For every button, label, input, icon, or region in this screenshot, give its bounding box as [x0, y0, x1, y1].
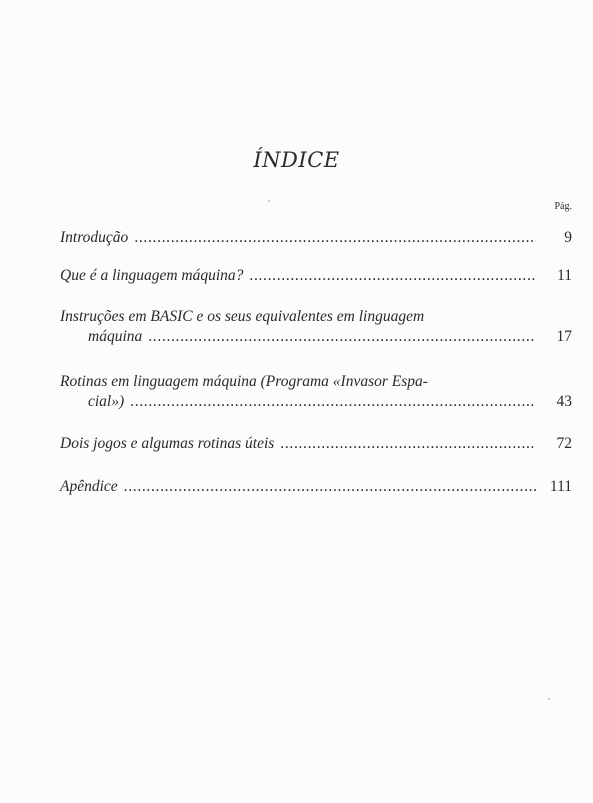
toc-entry-page: 9 [564, 229, 572, 246]
scan-speck [268, 200, 270, 202]
dot-leader [280, 434, 536, 454]
toc-entry-linguagem-maquina[interactable] [60, 266, 572, 286]
toc-entry-apendice[interactable] [60, 477, 572, 497]
toc-entry-page: 72 [556, 435, 572, 452]
toc-entry-title: Que é a linguagem máquina? [60, 267, 244, 284]
toc-entry-title: Dois jogos e algumas rotinas úteis [60, 435, 275, 452]
toc-entry-title: Introdução [60, 229, 129, 246]
toc-entry-page: 11 [557, 267, 572, 284]
dot-leader [134, 228, 536, 248]
dot-leader [130, 392, 536, 412]
page-title: ÍNDICE [253, 148, 340, 172]
toc-entry-page: 43 [556, 393, 572, 410]
dot-leader [249, 266, 536, 286]
toc-entry-title: Apêndice [60, 478, 118, 495]
toc-entry-title: Rotinas em linguagem máquina (Programa «Invasor Espa- [60, 373, 428, 390]
toc-entry-rotinas[interactable] [60, 372, 572, 412]
page-column-label: Pág. [554, 201, 572, 212]
toc-entry-title: Instruções em BASIC e os seus equivalentes em linguagem [60, 308, 425, 325]
dot-leader [148, 327, 536, 347]
toc-entry-page: 111 [549, 478, 572, 495]
toc-entry-instrucoes-basic[interactable] [60, 307, 572, 347]
dot-leader [124, 477, 536, 497]
toc-entry-dois-jogos[interactable] [60, 434, 572, 454]
toc-entry-page: 17 [556, 328, 572, 345]
toc-entry-title-continued: máquina [88, 328, 143, 345]
scan-speck [548, 698, 550, 700]
toc-entry-introducao[interactable] [60, 228, 572, 248]
toc-entry-title-continued: cial») [88, 393, 125, 410]
